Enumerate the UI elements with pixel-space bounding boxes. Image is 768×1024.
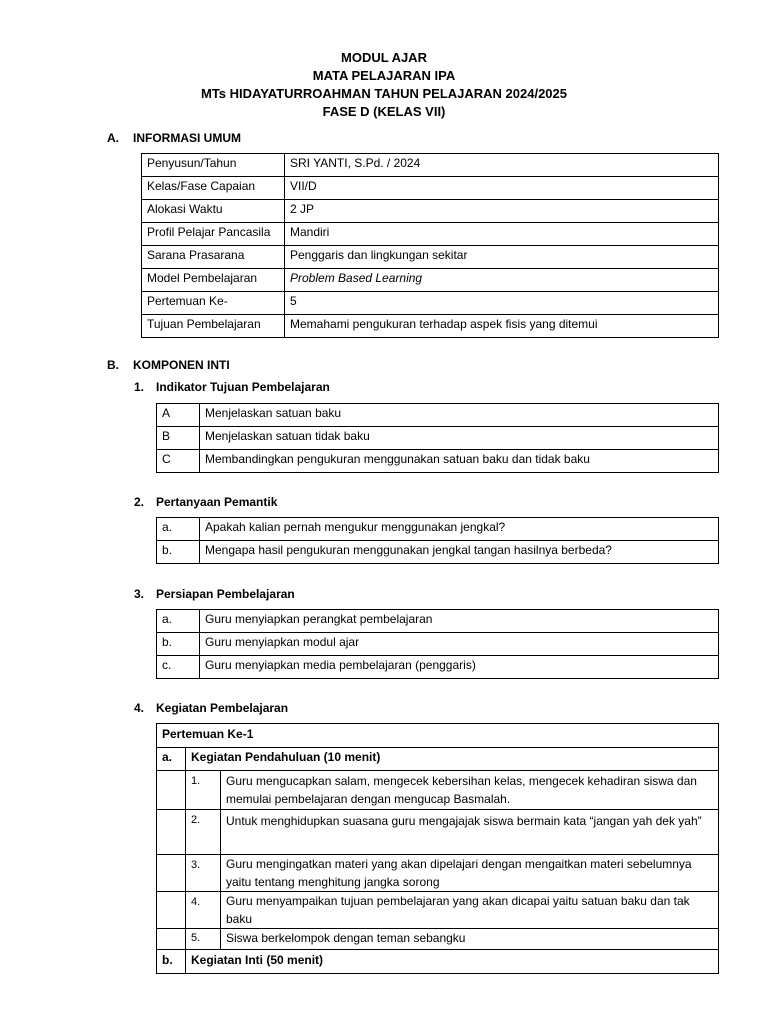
table-row	[142, 292, 719, 315]
info-key: Alokasi Waktu	[142, 200, 285, 223]
info-value: VII/D	[285, 177, 719, 200]
table-row: c. Guru menyiapkan media pembelajaran (penggaris)	[157, 656, 719, 679]
info-key: Penyusun/Tahun	[142, 154, 285, 177]
sub-2-title: 2. Pertanyaan Pemantik	[134, 495, 278, 509]
meeting-title: Pertemuan Ke-1	[157, 724, 719, 748]
info-value: SRI YANTI, S.Pd. / 2024	[285, 154, 719, 177]
info-key: Pertemuan Ke-	[142, 292, 285, 315]
info-key: Tujuan Pembelajaran	[142, 315, 285, 338]
table-row: 2. Untuk menghidupkan suasana guru mengajajak siswa bermain kata “jangan yah dek yah”	[157, 810, 719, 855]
sub-1-title: 1. Indikator Tujuan Pembelajaran	[134, 380, 330, 394]
section-b-title: B. KOMPONEN INTI	[107, 358, 230, 372]
info-value: 2 JP	[285, 200, 719, 223]
table-row: 5. Siswa berkelompok dengan teman sebangku	[157, 929, 719, 950]
info-key: Profil Pelajar Pancasila	[142, 223, 285, 246]
sub-3-title: 3. Persiapan Pembelajaran	[134, 587, 295, 601]
table-row	[142, 246, 719, 269]
preparation-table	[156, 609, 719, 679]
table-row	[142, 269, 719, 292]
sub-4-title: 4. Kegiatan Pembelajaran	[134, 701, 289, 715]
table-row: a. Apakah kalian pernah mengukur menggunakan jengkal?	[157, 518, 719, 541]
info-key: Kelas/Fase Capaian	[142, 177, 285, 200]
table-row: b. Guru menyiapkan modul ajar	[157, 633, 719, 656]
table-row: 1. Guru mengucapkan salam, mengecek kebersihan kelas, mengecek kehadiran siswa dan memulai pembelajaran dengan mengucap Basmalah.	[157, 771, 719, 810]
info-value: Problem Based Learning	[285, 269, 719, 292]
table-row	[142, 223, 719, 246]
part-b-title: Kegiatan Inti (50 menit)	[186, 950, 719, 974]
table-row: a. Kegiatan Pendahuluan (10 menit)	[157, 748, 719, 771]
table-row	[157, 724, 719, 748]
activity-table	[156, 723, 719, 974]
section-a-title: A. INFORMASI UMUM	[107, 131, 241, 145]
table-row	[142, 177, 719, 200]
step-text: Guru mengucapkan salam, mengecek kebersihan kelas, mengecek kehadiran siswa dan memulai pembelajaran dengan mengucap Basmalah.	[221, 771, 719, 810]
table-row: 4. Guru menyampaikan tujuan pembelajaran yang akan dicapai yaitu satuan baku dan tak baku	[157, 892, 719, 929]
info-value: Penggaris dan lingkungan sekitar	[285, 246, 719, 269]
table-row: B Menjelaskan satuan tidak baku	[157, 427, 719, 450]
table-row: C Membandingkan pengukuran menggunakan satuan baku dan tidak baku	[157, 450, 719, 473]
part-a-title: Kegiatan Pendahuluan (10 menit)	[186, 748, 719, 771]
indicator-table	[156, 403, 719, 473]
info-key: Model Pembelajaran	[142, 269, 285, 292]
table-row: a. Guru menyiapkan perangkat pembelajaran	[157, 610, 719, 633]
table-row: 3. Guru mengingatkan materi yang akan dipelajari dengan mengaitkan materi sebelumnya yaitu tentang menghitung jangka sorong	[157, 855, 719, 892]
step-text: Guru mengingatkan materi yang akan dipelajari dengan mengaitkan materi sebelumnya yaitu tentang menghitung jangka sorong	[221, 855, 719, 892]
header-line-3: MTs HIDAYATURROAHMAN TAHUN PELAJARAN 2024/2025	[201, 86, 567, 101]
info-value: 5	[285, 292, 719, 315]
table-row: A Menjelaskan satuan baku	[157, 404, 719, 427]
table-row: b. Kegiatan Inti (50 menit)	[157, 950, 719, 974]
header-line-4: FASE D (KELAS VII)	[322, 104, 446, 119]
info-key: Sarana Prasarana	[142, 246, 285, 269]
info-table	[141, 153, 719, 338]
table-row	[142, 315, 719, 338]
table-row	[142, 200, 719, 223]
step-text: Untuk menghidupkan suasana guru mengajajak siswa bermain kata “jangan yah dek yah”	[221, 810, 719, 855]
info-value: Mandiri	[285, 223, 719, 246]
table-row: b. Mengapa hasil pengukuran menggunakan jengkal tangan hasilnya berbeda?	[157, 541, 719, 564]
header-line-1: MODUL AJAR	[341, 50, 427, 65]
question-table	[156, 517, 719, 564]
step-text: Guru menyampaikan tujuan pembelajaran yang akan dicapai yaitu satuan baku dan tak baku	[221, 892, 719, 929]
info-value: Memahami pengukuran terhadap aspek fisis yang ditemui	[285, 315, 719, 338]
document-header	[0, 49, 768, 121]
step-text: Siswa berkelompok dengan teman sebangku	[221, 929, 719, 950]
table-row	[142, 154, 719, 177]
header-line-2: MATA PELAJARAN IPA	[312, 68, 456, 83]
